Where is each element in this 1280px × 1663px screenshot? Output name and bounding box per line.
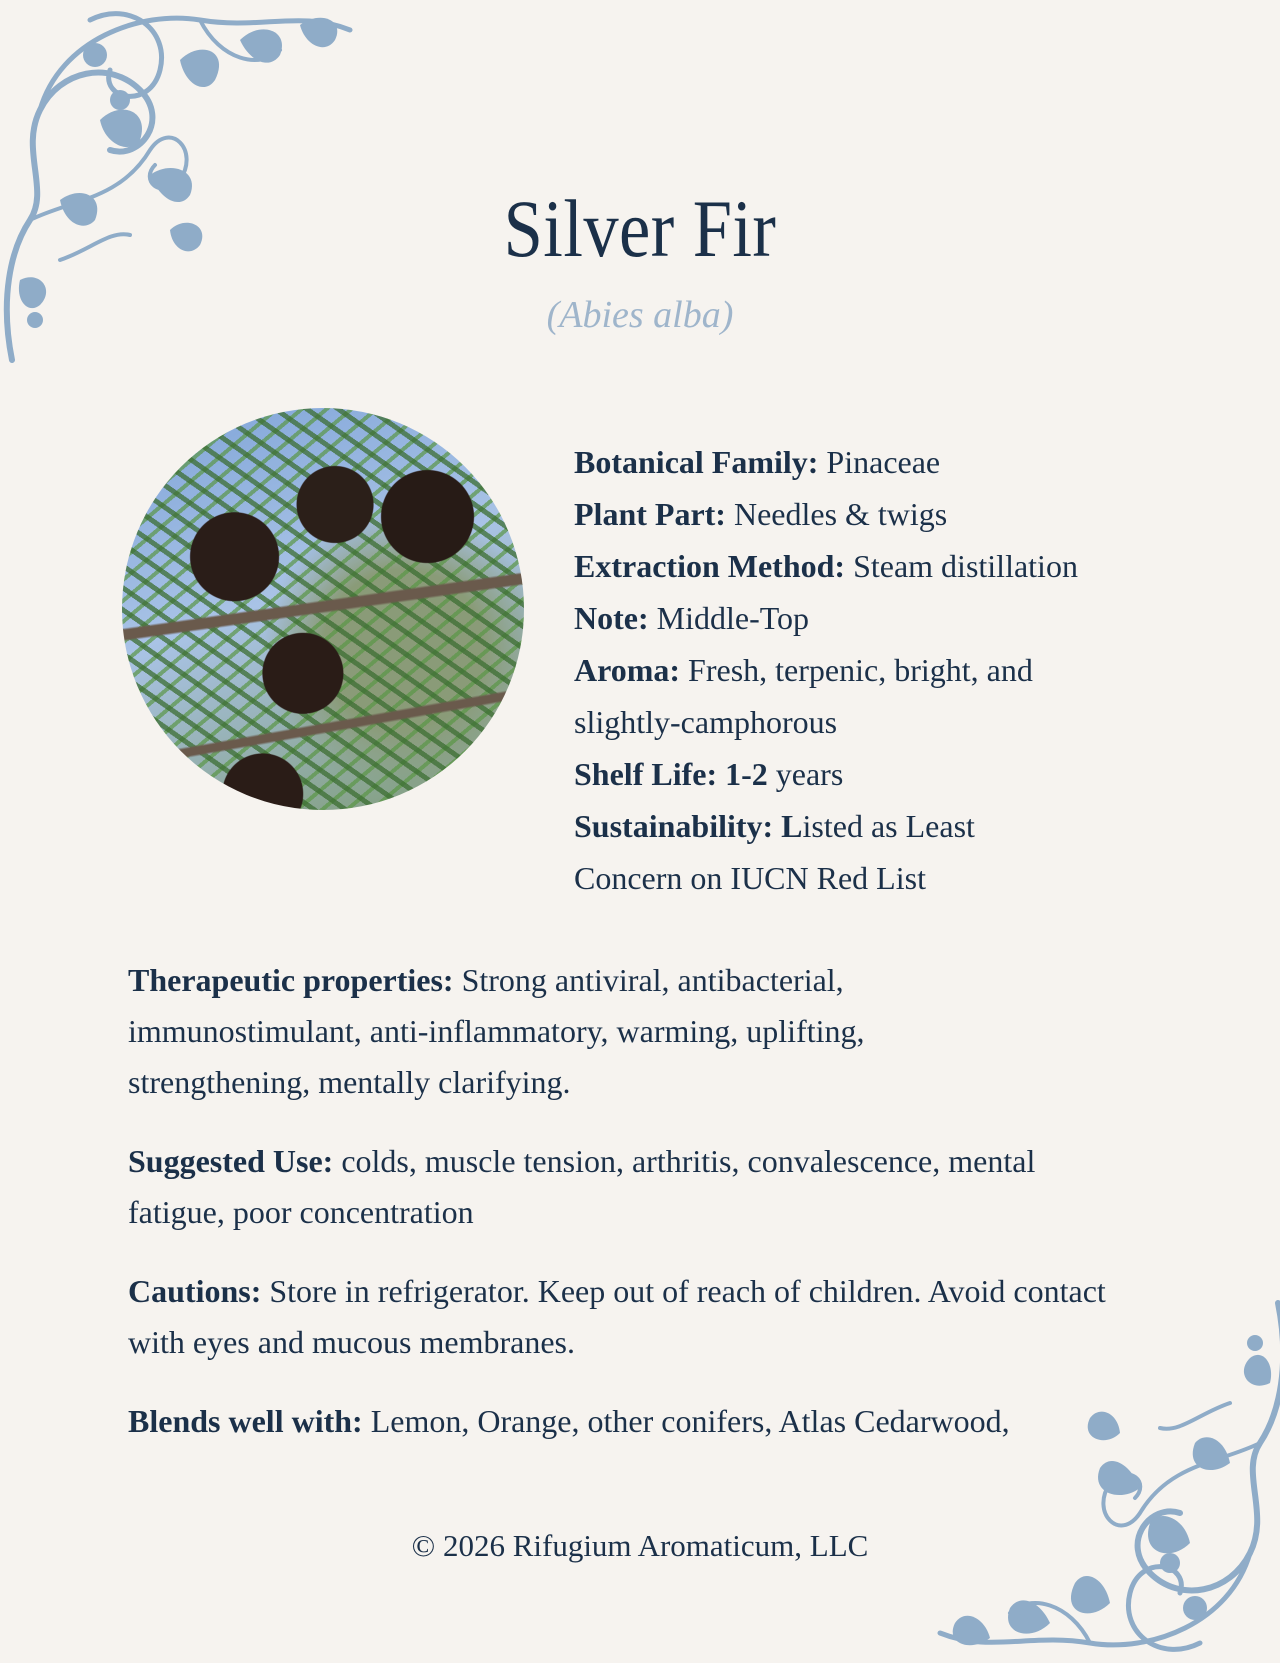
fact-label: Plant Part: [574, 496, 726, 532]
fact-plant-part [574, 488, 1194, 540]
fact-note [574, 592, 1194, 644]
fact-value-bold: 1-2 [725, 756, 768, 792]
fact-label: Shelf Life: [574, 756, 718, 792]
botanical-name: (Abies alba) [546, 294, 734, 336]
fact-label: Note: [574, 600, 649, 636]
section-label: Therapeutic properties: [128, 962, 454, 998]
fact-value: Pinaceae [826, 444, 941, 480]
fact-value: Middle-Top [656, 600, 810, 636]
fact-aroma [574, 644, 1084, 748]
fact-label: Extraction Method: [574, 548, 846, 584]
suggested-use [128, 1136, 1088, 1238]
fact-value: Steam distillation [853, 548, 1078, 584]
fact-label: Sustainability: [574, 808, 774, 844]
fact-botanical-family [574, 436, 1194, 488]
fact-label: Aroma: [574, 652, 681, 688]
section-label: Blends well with: [128, 1403, 363, 1439]
section-label: Cautions: [128, 1273, 262, 1309]
fact-value: Needles & twigs [733, 496, 948, 532]
facts-list [574, 436, 1194, 904]
fact-shelf-life [574, 748, 1194, 800]
fact-value-bold: L [781, 808, 803, 844]
blends-well-with [128, 1396, 1168, 1447]
fact-sustainability [574, 800, 1044, 904]
section-text: Store in refrigerator. Keep out of reach of children. Avoid contact with eyes and mucous membranes. [128, 1273, 1106, 1360]
cautions [128, 1266, 1168, 1368]
fir-cones-photo [122, 408, 524, 810]
fact-value: isted as Least Concern on IUCN Red List [574, 808, 975, 896]
section-label: Suggested Use: [128, 1143, 334, 1179]
copyright-footer: © 2026 Rifugium Aromaticum, LLC [411, 1528, 869, 1563]
fact-label: Botanical Family: [574, 444, 819, 480]
section-text: colds, muscle tension, arthritis, convalescence, mental fatigue, poor concentration [128, 1143, 1036, 1230]
fact-extraction-method [574, 540, 1194, 592]
section-text: Strong antiviral, antibacterial, immunostimulant, anti-inflammatory, warming, uplifting, strengthening, mentally clarifying. [128, 962, 865, 1100]
fact-value: Fresh, terpenic, bright, and slightly-camphorous [574, 652, 1033, 740]
fact-value: years [775, 756, 844, 792]
section-text: Lemon, Orange, other conifers, Atlas Cedarwood, [370, 1403, 1010, 1439]
page-title: Silver Fir [503, 183, 777, 274]
therapeutic-properties [128, 955, 988, 1108]
